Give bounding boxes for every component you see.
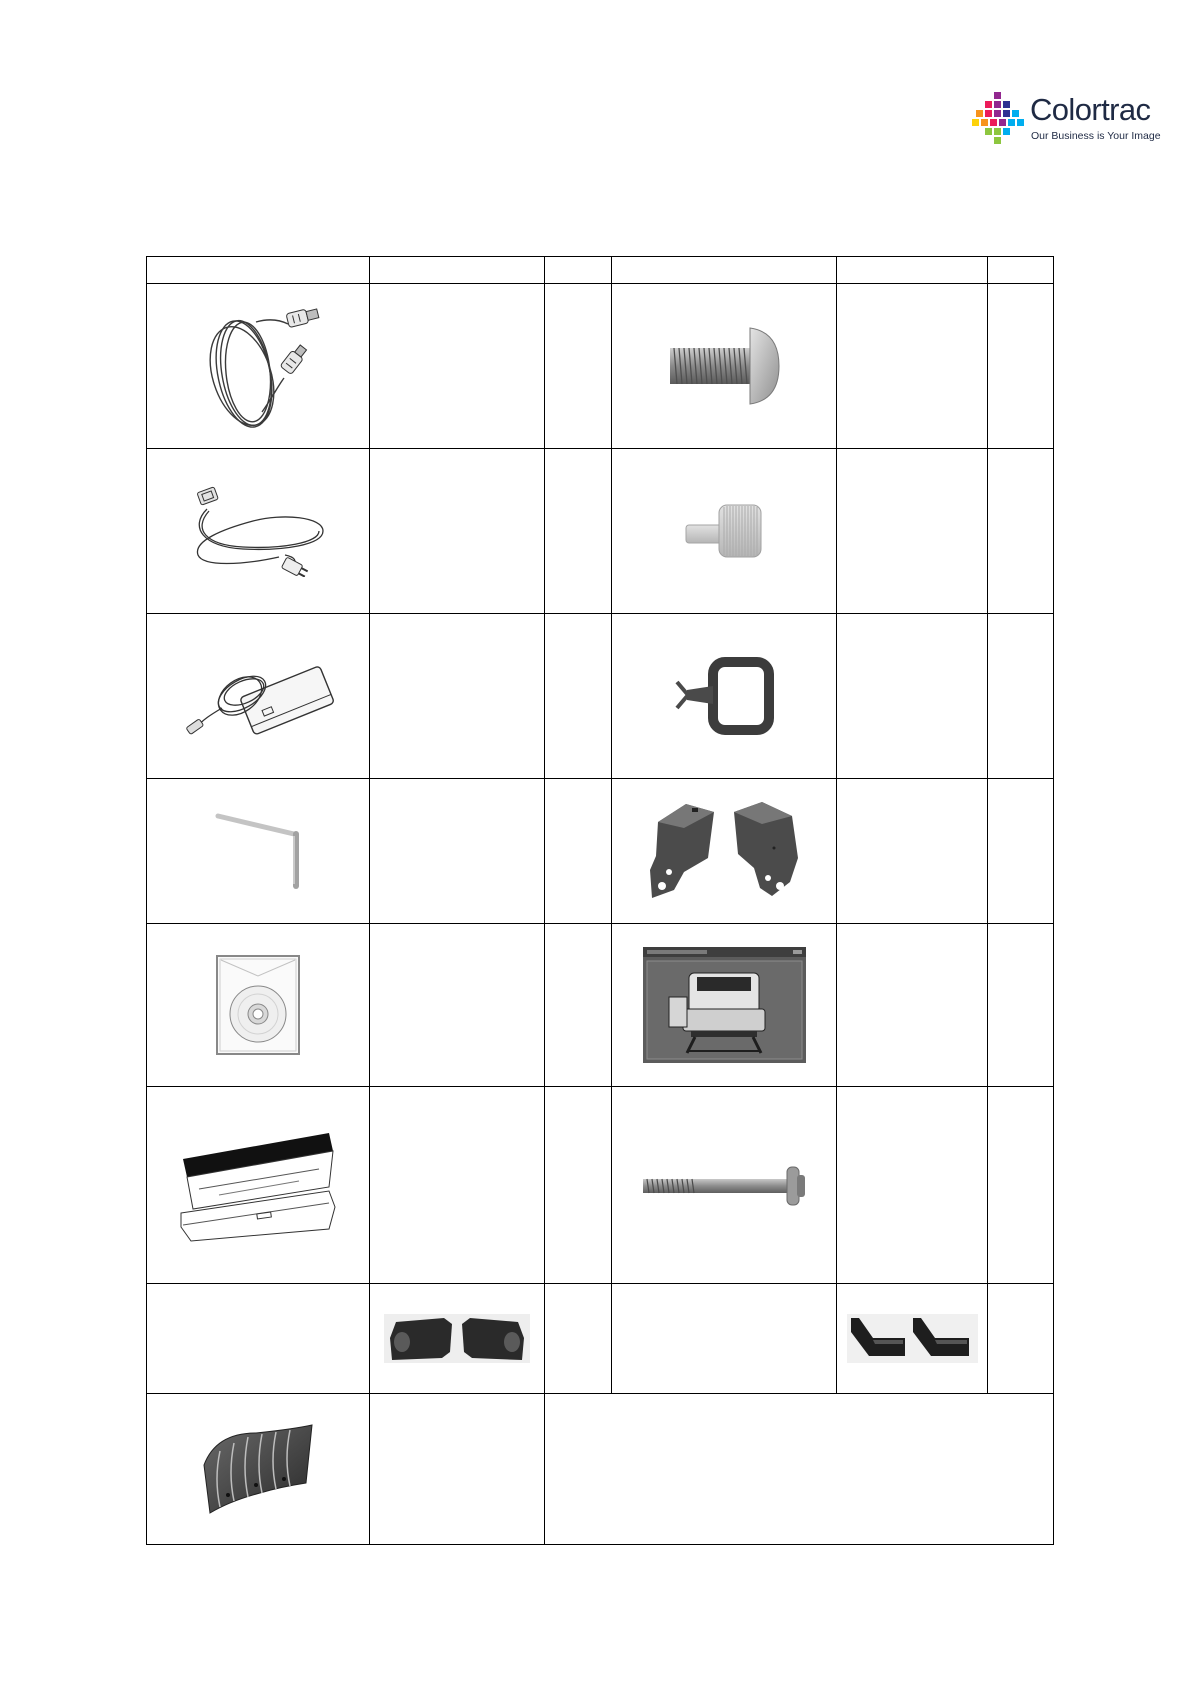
text-cell (370, 1394, 545, 1545)
image-cell (612, 284, 837, 449)
header-cell (837, 257, 988, 284)
text-cell (837, 449, 988, 614)
logo-mark-icon (972, 92, 1024, 148)
logo-tagline: Our Business is Your Image (1031, 130, 1161, 142)
text-cell (837, 614, 988, 779)
qty-cell (988, 1284, 1054, 1394)
merged-cell (545, 1394, 1054, 1545)
text-cell (370, 924, 545, 1087)
text-cell (370, 449, 545, 614)
qty-cell (545, 1284, 612, 1394)
image-cell (612, 779, 837, 924)
image-cell (147, 284, 370, 449)
image-cell (147, 1087, 370, 1284)
table-row (147, 924, 1054, 1087)
header-cell (147, 257, 370, 284)
qty-cell (545, 614, 612, 779)
qty-cell (988, 779, 1054, 924)
image-cell (147, 614, 370, 779)
header-cell (545, 257, 612, 284)
feet-pads-image (384, 1314, 530, 1363)
power-cord-image (183, 485, 334, 577)
text-cell (837, 924, 988, 1087)
qty-cell (545, 449, 612, 614)
usb-cable-image (196, 300, 320, 432)
long-bolt-image (641, 1163, 808, 1208)
text-cell (370, 284, 545, 449)
image-cell (370, 1284, 545, 1394)
qty-cell (988, 614, 1054, 779)
image-cell (612, 924, 837, 1087)
qty-cell (545, 284, 612, 449)
table-row (147, 284, 1054, 449)
mounting-brackets-image (642, 798, 807, 904)
text-cell (837, 284, 988, 449)
button-head-screw-image (666, 320, 782, 412)
image-cell (837, 1284, 988, 1394)
thumb-screw-image (685, 501, 764, 561)
table-header-row (147, 257, 1054, 284)
image-cell (612, 1087, 837, 1284)
software-cd-image (213, 952, 303, 1058)
image-cell (147, 449, 370, 614)
power-adapter-image (180, 648, 337, 745)
table-row (147, 449, 1054, 614)
document-tray-image (179, 1129, 338, 1242)
image-cell (147, 1394, 370, 1545)
text-cell (370, 1087, 545, 1284)
paper-guide-image (198, 1421, 318, 1518)
text-cell (612, 1284, 837, 1394)
feet-brackets-image (847, 1314, 978, 1363)
qty-cell (545, 779, 612, 924)
colortrac-logo (972, 92, 1164, 148)
image-cell (147, 924, 370, 1087)
hex-key-image (214, 812, 303, 890)
text-cell (837, 1087, 988, 1284)
header-cell (988, 257, 1054, 284)
table-row (147, 779, 1054, 924)
header-cell (370, 257, 545, 284)
qty-cell (545, 1087, 612, 1284)
table-row (147, 1087, 1054, 1284)
qty-cell (988, 1087, 1054, 1284)
text-cell (147, 1284, 370, 1394)
image-cell (612, 449, 837, 614)
image-cell (612, 614, 837, 779)
table-row (147, 1284, 1054, 1394)
text-cell (370, 614, 545, 779)
text-cell (837, 779, 988, 924)
qty-cell (988, 924, 1054, 1087)
header-cell (612, 257, 837, 284)
qty-cell (545, 924, 612, 1087)
qty-cell (988, 284, 1054, 449)
text-cell (370, 779, 545, 924)
cable-clip-image (673, 656, 776, 737)
logo-brand-name: Colortrac (1030, 92, 1151, 127)
table-row (147, 1394, 1054, 1545)
qty-cell (988, 449, 1054, 614)
parts-table (146, 256, 1054, 1545)
installation-screen-image (643, 947, 806, 1063)
table-row (147, 614, 1054, 779)
image-cell (147, 779, 370, 924)
